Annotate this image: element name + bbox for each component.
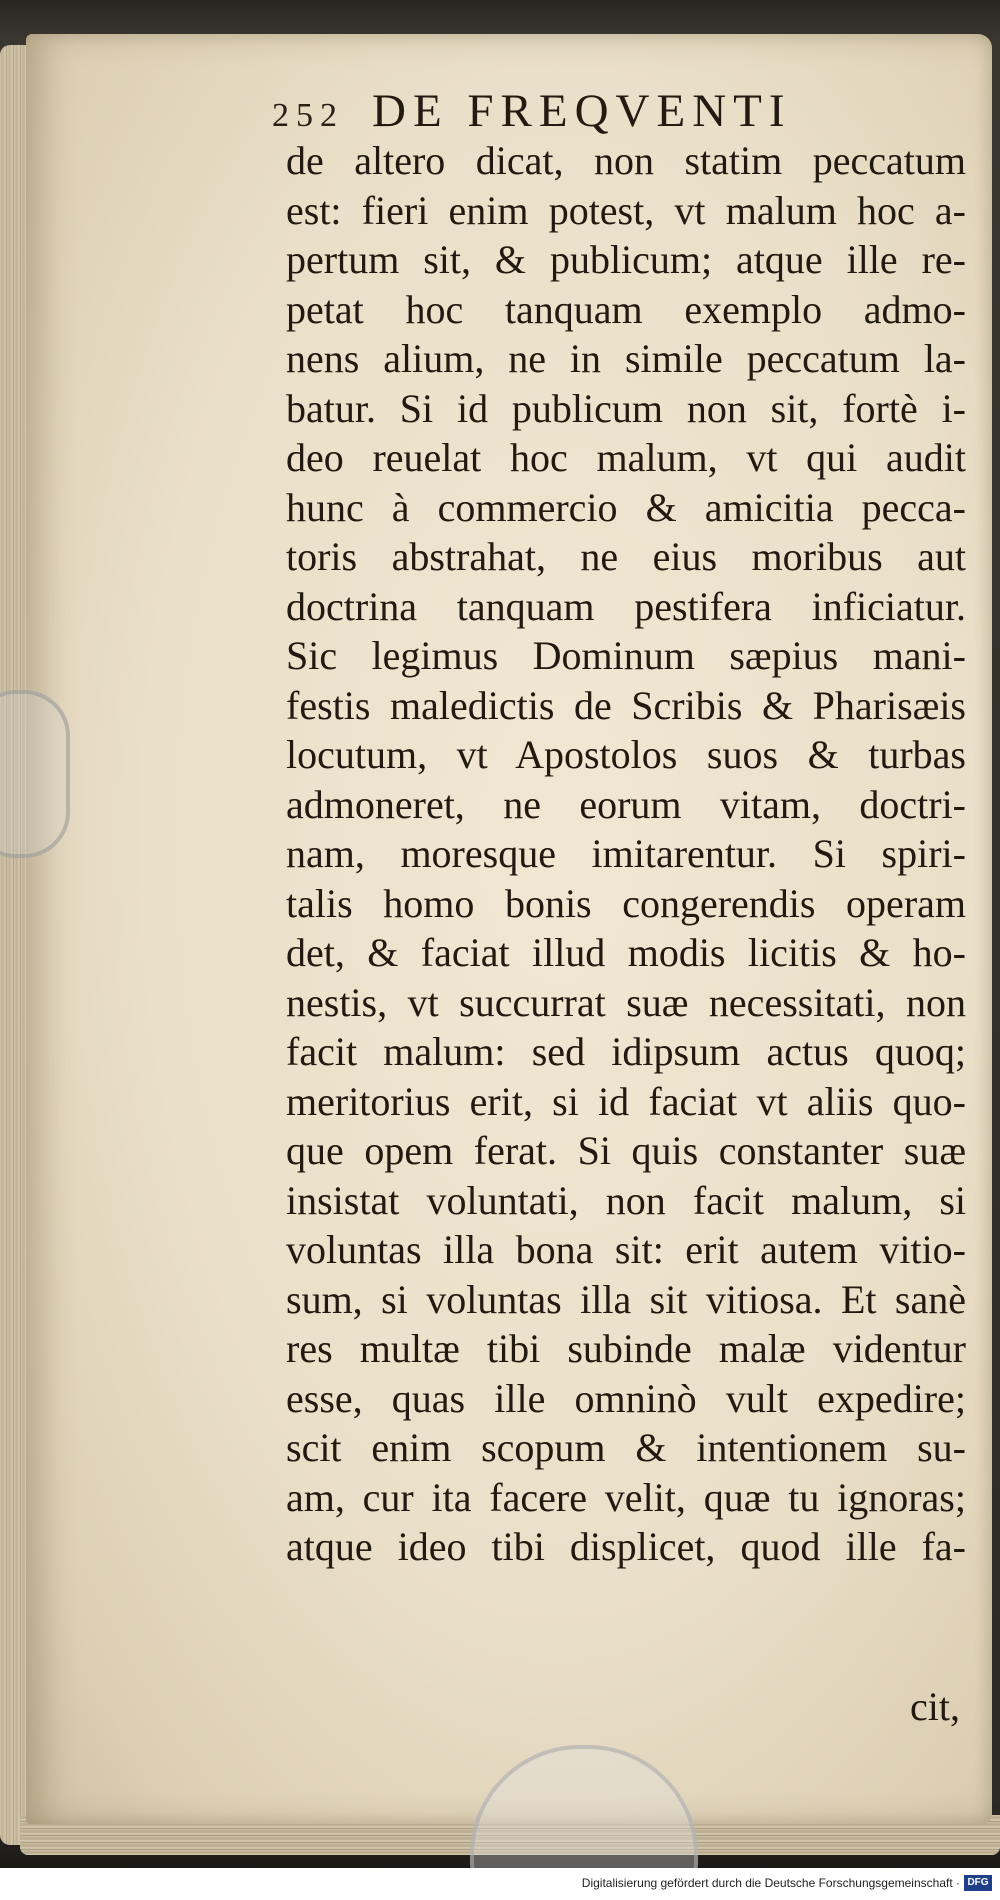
text-line: nam, moresque imitarentur. Si spiri- — [286, 831, 966, 876]
text-line: est: fieri enim potest, vt malum hoc a- — [286, 187, 966, 233]
text-line: de altero dicat, non statim peccatum — [286, 138, 966, 183]
running-head: 252 DE FREQVENTI — [272, 85, 792, 137]
text-line: locutum, vt Apostolos suos & turbas — [286, 732, 966, 777]
text-line: batur. Si id publicum non sit, fortè i- — [286, 385, 966, 431]
text-line: deo reuelat hoc malum, vt qui audit — [286, 435, 966, 480]
dfg-logo: DFG — [964, 1875, 992, 1891]
text-line: hunc à commercio & amicitia pecca- — [286, 484, 966, 530]
text-line: admoneret, ne eorum vitam, doctri- — [286, 781, 966, 827]
text-line: que opem ferat. Si quis constanter suæ — [286, 1128, 966, 1173]
text-line: insistat voluntati, non facit malum, si — [286, 1177, 966, 1223]
text-line: pertum sit, & publicum; atque ille re- — [286, 237, 966, 282]
footer-bar — [0, 1868, 1000, 1900]
text-line: voluntas illa bona sit: erit autem vitio- — [286, 1227, 966, 1272]
text-line: scit enim scopum & intentionem su- — [286, 1425, 966, 1470]
text-line: nestis, vt succurrat suæ necessitati, non — [286, 979, 966, 1025]
text-line: festis maledictis de Scribis & Pharisæis — [286, 682, 966, 728]
text-line: atque ideo tibi displicet, quod ille fa- — [286, 1524, 966, 1569]
text-line: sum, si voluntas illa sit vitiosa. Et sanè — [286, 1276, 966, 1322]
text-line: toris abstrahat, ne eius moribus aut — [286, 534, 966, 579]
text-line: res multæ tibi subinde malæ videntur — [286, 1326, 966, 1371]
text-line: det, & faciat illud modis licitis & ho- — [286, 930, 966, 975]
text-line: nens alium, ne in simile peccatum la- — [286, 336, 966, 381]
text-line: esse, quas ille omninò vult expedire; — [286, 1375, 966, 1421]
page-clip-left — [0, 690, 70, 858]
text-line: petat hoc tanquam exemplo admo- — [286, 286, 966, 332]
text-line: meritorius erit, si id faciat vt aliis quo- — [286, 1078, 966, 1124]
text-block — [286, 136, 966, 1572]
text-line: facit malum: sed idipsum actus quoq; — [286, 1029, 966, 1074]
funding-note: Digitalisierung gefördert durch die Deutsche Forschungsgemeinschaft · — [581, 1876, 960, 1890]
text-line: Sic legimus Dominum sæpius mani- — [286, 633, 966, 678]
text-line: doctrina tanquam pestifera inficiatur. — [286, 583, 966, 629]
page-number: 252 — [272, 97, 344, 134]
text-line: talis homo bonis congerendis operam — [286, 880, 966, 926]
text-line: am, cur ita facere velit, quæ tu ignoras; — [286, 1474, 966, 1520]
catchword: cit, — [910, 1684, 960, 1729]
